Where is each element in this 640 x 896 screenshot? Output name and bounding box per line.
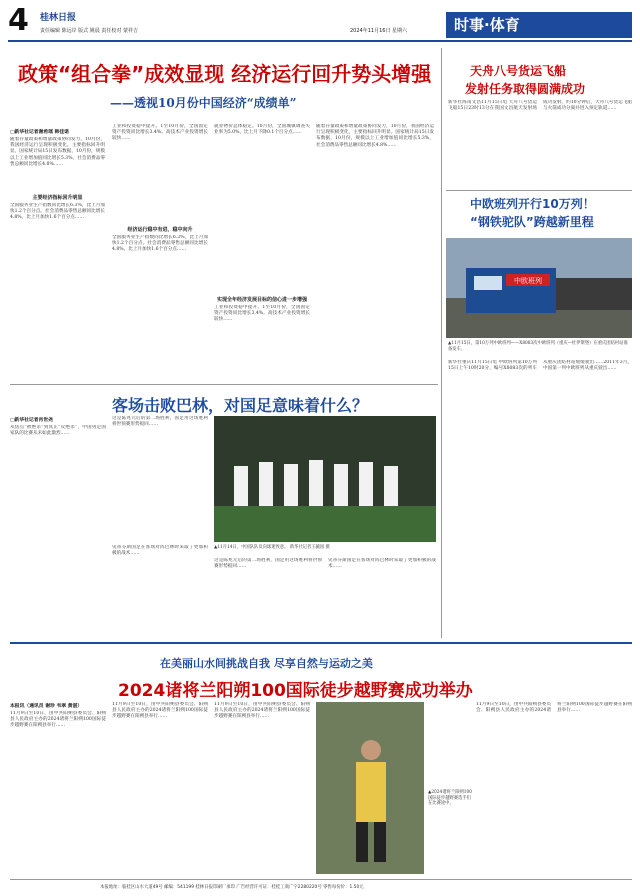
- lead-col-3: [214, 124, 310, 357]
- football-col-2: [112, 416, 208, 536]
- train-title: 中欧班列开行10万列！: [470, 197, 595, 211]
- lead-subhead-3: 实现全年经济发展目标的信心进一步增强: [216, 297, 307, 303]
- section-divider: [10, 642, 632, 644]
- lead-paragraph: 工业和投资稳中提升。1至10月份，全国固定资产投资同比增长3.4%。高技术产业投资增长较快……: [214, 305, 310, 323]
- football-photo: [214, 416, 436, 542]
- lead-paragraph: 工业和投资稳中提升。1至10月份，全国固定资产投资同比增长3.4%。高技术产业投资增长较快……: [112, 124, 208, 142]
- football-paragraph: 史蒂芬斯国足在客场对阵巴林时采取了更加积极的战术……: [112, 545, 208, 557]
- lead-col-1: [10, 128, 105, 359]
- race-image: [316, 702, 424, 874]
- lead-col-2: [112, 124, 208, 343]
- train-caption: ▲11月15日，第10万列中欧班列——X8083次中欧班列（重庆—杜伊斯堡）在重庆团结村站准备发车。: [448, 341, 628, 352]
- football-paragraph: 从焦点“被绝杀”到真正“反绝杀”，中国男足国家队的比赛从未如此激烈……: [10, 425, 106, 437]
- tianzhou-body: 新华社海南文昌11月15日电 天舟八号货运飞船15日23时13分在我国文昌航天发射场成功发射。约10分钟后，天舟八号货运飞船与火箭成功分离并进入预定轨道……: [448, 100, 632, 112]
- football-caption: ▲11月14日，中国队队员向球迷致意。 新华社记者王毓国 摄: [214, 545, 330, 550]
- tianzhou-title: 天舟八号货运飞船: [470, 64, 567, 78]
- race-photo: [316, 702, 424, 874]
- train-image: [446, 238, 632, 338]
- lead-paragraph: 全国服务业生产指数同比增长6.3%，比上月加快1.2个百分点。社会消费品零售总额同比增长4.8%，比上月加快1.6个百分点……: [10, 203, 105, 221]
- lead-subhead-1: 主要经济指标回升明显: [32, 195, 83, 201]
- masthead: 桂林日报: [40, 13, 77, 23]
- race-paragraph: 11月9日至10日，由中共阳朔县委员会、阳朔县人民政府主办的2024诸将兰阳朔100国际徒步越野赛在阳朔县举行……: [112, 702, 208, 720]
- football-paragraph: 史蒂芬斯国足在客场对阵巴林时采取了更加积极的战术……: [328, 558, 436, 570]
- race-title: 2024诸将兰阳朔100国际徒步越野赛成功举办: [118, 681, 473, 701]
- lead-paragraph: 随着存量政策和增量政策协同发力，10月份，我国经济运行呈现积极变化，主要指标回升明显。国家统计局15日发布数据，10月份，规模以上工业增加值同比增长5.3%，社会消费品零售总额同比增长4.8%……: [316, 124, 434, 148]
- football-byline: □新华社记者肖世尧: [10, 417, 53, 423]
- column-divider: [441, 48, 442, 638]
- lead-paragraph: 随着存量政策和增量政策协同发力，10月份，我国经济运行呈现积极变化，主要指标回升明显。国家统计局15日发布数据，10月份，规模以上工业增加值同比增长5.3%，社会消费品零售总额同比增长4.8%……: [10, 137, 105, 167]
- header-rule: [8, 40, 632, 42]
- football-image: [214, 416, 436, 542]
- lead-col-4: [316, 124, 434, 364]
- lead-subhead-2: 经济运行稳中有进、稳中向升: [127, 227, 193, 233]
- football-paragraph: 这是陈兆元后的第二场胜利，国足用这场胜利将世预赛形势扳回……: [112, 416, 208, 428]
- date-line: 2024年11月16日 星期六: [350, 28, 408, 34]
- race-subtitle: 在美丽山水间挑战自我 尽享自然与运动之美: [160, 657, 373, 670]
- footer: 本报地址：临桂区山水大道49号 邮编：541199 桂林日报印刷厂承印 广告经营许可证：桂桂工商广字2280220号 零售每份价：1.50元: [100, 885, 364, 890]
- race-col-1: [10, 702, 106, 876]
- staff-line: 责任编辑 陈远岸 版式 姚晨 责任校对 蒙祥吉: [40, 28, 138, 34]
- lead-title: 政策“组合拳”成效显现 经济运行回升势头增强: [18, 62, 432, 86]
- race-paragraph: 11月9日至10日，由中共阳朔县委员会、阳朔县人民政府主办的2024诸将兰阳朔100国际徒步越野赛在阳朔县举行……: [10, 711, 106, 729]
- race-caption: ▲2024诸将兰阳朔100国际徒步越野赛选手们在比赛途中。: [428, 790, 472, 807]
- race-paragraph: 11月9日至10日，由中共阳朔县委员会、阳朔县人民政府主办的2024诸将兰阳朔100国际徒步越野赛在阳朔县举行……: [476, 702, 632, 714]
- section-divider: [10, 384, 438, 385]
- football-title: 客场击败巴林，对国足意味着什么？: [112, 396, 369, 415]
- section-title: 时事·体育: [446, 12, 632, 38]
- lead-paragraph: 就业物价总体稳定。10月份，全国城镇调查失业率为5.0%，比上月下降0.1个百分点……: [214, 124, 310, 136]
- train-banner: 中欧班列: [514, 277, 542, 285]
- race-byline: 本报讯（通讯员 谢珍 韦翠 黄湛）: [10, 703, 83, 709]
- tianzhou-subtitle: 发射任务取得圆满成功: [465, 82, 586, 96]
- footer-rule: [10, 879, 632, 880]
- football-paragraph: 这是陈兆元后的第二场胜利，国足用这场胜利将世预赛形势扳回……: [214, 558, 322, 570]
- section-divider: [446, 190, 632, 191]
- page-number: 4: [8, 3, 29, 38]
- lead-byline: □新华社记者谢希瑶 韩佳诺: [10, 129, 69, 135]
- football-col-1: [10, 416, 106, 635]
- race-paragraph: 11月9日至10日，由中共阳朔县委员会、阳朔县人民政府主办的2024诸将兰阳朔100国际徒步越野赛在阳朔县举行……: [214, 702, 310, 720]
- train-photo: [446, 238, 632, 338]
- lead-paragraph: 全国服务业生产指数同比增长6.3%，比上月加快1.2个百分点。社会消费品零售总额同比增长4.8%，比上月加快1.6个百分点……: [112, 235, 208, 253]
- train-subtitle: “钢铁驼队”跨越新里程: [470, 215, 594, 229]
- lead-subtitle: ——透视10月份中国经济“成绩单”: [110, 96, 297, 110]
- train-body: 新华社重庆11月15日电 中欧班列第10万列15日上午10时20分，编号X8083次的列车从重庆团结村站缓缓驶出……2011年3月，中国第一列中欧班列从重庆驶出……: [448, 360, 632, 372]
